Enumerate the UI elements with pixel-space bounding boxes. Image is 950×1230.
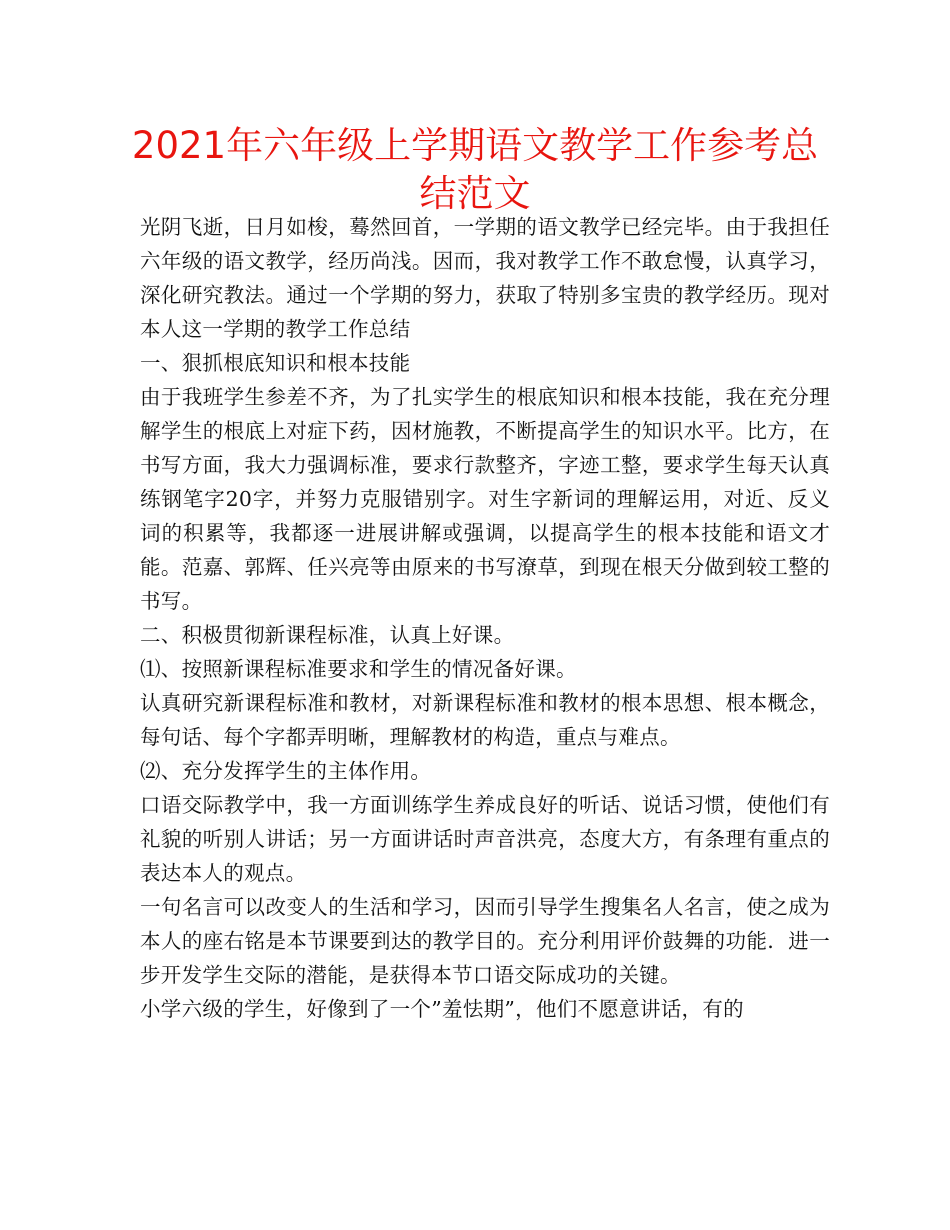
- paragraph-basics: 由于我班学生参差不齐，为了扎实学生的根底知识和根本技能，我在充分理解学生的根底上对症下药，因材施教，不断提高学生的知识水平。比方，在书写方面，我大力强调标准，要求行款整齐，字迹工整，要求学生每天认真练钢笔字20字，并努力克服错别字。对生字新词的理解运用，对近、反义词的积累等，我都逐一进展讲解或强调，以提高学生的根本技能和语文才能。范嘉、郭辉、任兴亮等由原来的书写潦草，到现在根天分做到较工整的书写。: [140, 385, 830, 613]
- paragraph-intro: 光阴飞逝，日月如梭，蓦然回首，一学期的语文教学已经完毕。由于我担任六年级的语文教学，经历尚浅。因而，我对教学工作不敢怠慢，认真学习，深化研究教法。通过一个学期的努力，获取了特别多宝贵的教学经历。现对本人这一学期的教学工作总结: [140, 215, 830, 341]
- section-heading-1: 一、狠抓根底知识和根本技能: [140, 351, 411, 375]
- subheading-2-1: ⑴、按照新课程标准要求和学生的情况备好课。: [140, 657, 577, 681]
- paragraph-shyness: 小学六级的学生，好像到了一个”羞怯期”，他们不愿意讲话，有的: [140, 997, 744, 1021]
- document-body: [140, 210, 830, 1026]
- section-heading-2: 二、积极贯彻新课程标准，认真上好课。: [140, 623, 515, 647]
- paragraph-quotes: 一句名言可以改变人的生活和学习，因而引导学生搜集名人名言，使之成为本人的座右铭是本节课要到达的教学目的。充分利用评价鼓舞的功能．进一步开发学生交际的潜能，是获得本节口语交际成功的关键。: [140, 895, 830, 987]
- document-title: 2021年六年级上学期语文教学工作参考总结范文: [131, 124, 819, 215]
- paragraph-curriculum: 认真研究新课程标准和教材，对新课程标准和教材的根本思想、根本概念，每句话、每个字都弄明晰，理解教材的构造，重点与难点。: [140, 691, 830, 749]
- paragraph-oral-communication: 口语交际教学中，我一方面训练学生养成良好的听话、说话习惯，使他们有礼貌的听别人讲话；另一方面讲话时声音洪亮，态度大方，有条理有重点的表达本人的观点。: [140, 793, 830, 885]
- subheading-2-2: ⑵、充分发挥学生的主体作用。: [140, 759, 432, 783]
